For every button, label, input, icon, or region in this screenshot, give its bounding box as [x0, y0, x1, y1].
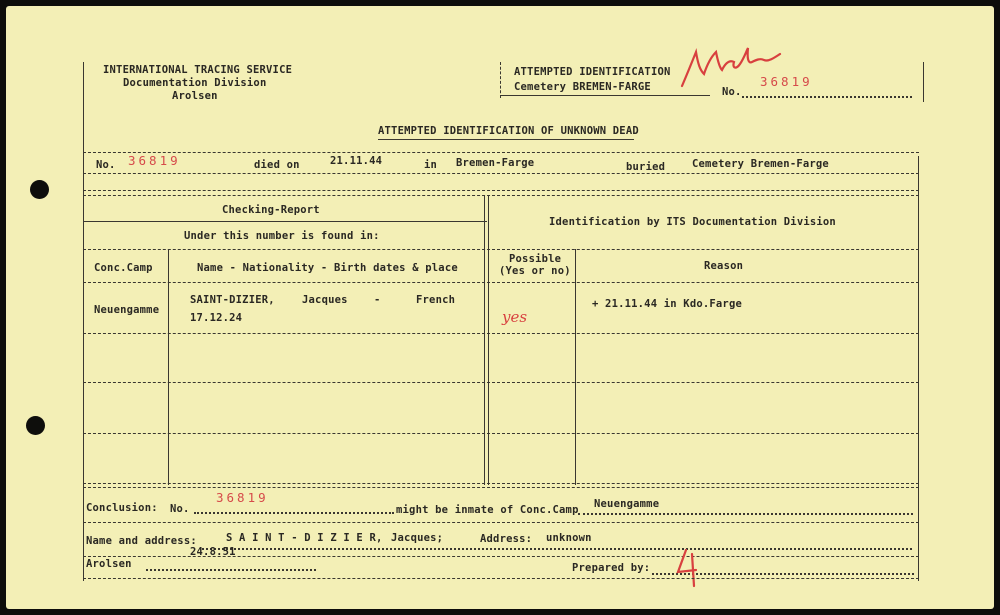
header-right-title: ATTEMPTED IDENTIFICATION: [514, 66, 671, 78]
record-buried-value: Cemetery Bremen-Farge: [692, 158, 829, 170]
record-died-value: 21.11.44: [330, 155, 383, 167]
header-right-cemetery: Cemetery BREMEN-FARGE: [514, 81, 651, 93]
punch-hole-bottom: [26, 416, 45, 435]
record-bottom-rule: [83, 173, 919, 174]
handwritten-made-mark: [674, 40, 786, 92]
col-divider-camp: [168, 249, 169, 485]
row-rule-1: [83, 333, 919, 334]
header-no-dots: [742, 96, 912, 98]
conclusion-no-dots: [194, 512, 394, 514]
punch-hole-top: [30, 180, 49, 199]
row1-nationality: French: [416, 294, 456, 306]
prepared-by-label: Prepared by:: [572, 562, 651, 574]
section-top-rule-2: [83, 195, 919, 196]
header-box-right-border: [923, 62, 924, 102]
form-bottom-rule: [83, 578, 919, 579]
col-possible-header-2: (Yes or no): [499, 265, 571, 277]
conclusion-rule: [83, 522, 919, 523]
record-in-label: in: [424, 159, 438, 171]
org-line1: INTERNATIONAL TRACING SERVICE: [103, 64, 293, 76]
row1-camp: Neuengamme: [94, 304, 160, 316]
title-underline: [378, 139, 634, 140]
date-dots: [146, 569, 316, 571]
prepared-by-mark: 4: [674, 546, 675, 547]
name-address-firstname: Jacques;: [391, 532, 444, 544]
name-address-label: Name and address:: [86, 535, 197, 547]
col-divider-main: [484, 195, 485, 485]
row1-dash: -: [374, 294, 381, 306]
document-card: [6, 6, 994, 609]
header-no-value: 36819: [760, 74, 813, 89]
row1-birth: 17.12.24: [190, 312, 243, 324]
row1-name: SAINT-DIZIER,: [190, 294, 275, 306]
date-value: 24.8.51: [190, 546, 236, 558]
name-address-value: S A I N T - D I Z I E R,: [226, 532, 383, 544]
columns-top-rule: [83, 249, 919, 250]
table-bottom-rule-2: [83, 487, 919, 488]
record-no-label: No.: [96, 159, 116, 171]
col-divider-possible: [575, 249, 576, 485]
checking-subtitle: Under this number is found in:: [184, 230, 380, 242]
row1-possible: yes: [502, 308, 528, 326]
checking-title: Checking-Report: [222, 204, 320, 216]
row1-firstname: Jacques: [302, 294, 348, 306]
identification-title: Identification by ITS Documentation Division: [549, 216, 836, 228]
table-bottom-rule: [83, 483, 919, 484]
address-value: unknown: [546, 532, 592, 544]
checking-title-rule: [83, 221, 487, 222]
handwritten-yes-mark: [500, 304, 540, 328]
columns-bottom-rule: [83, 282, 919, 283]
address-label: Address:: [480, 533, 533, 545]
org-line2: Documentation Division: [123, 77, 267, 89]
col-camp-header: Conc.Camp: [94, 262, 153, 274]
section-top-rule: [83, 190, 919, 191]
col-divider-main-2: [488, 195, 489, 485]
conclusion-camp-dots: [578, 513, 913, 515]
row1-reason: + 21.11.44 in Kdo.Farge: [592, 298, 742, 310]
conclusion-no-value: 36819: [216, 490, 269, 505]
frame-left-border: [83, 62, 84, 581]
name-address-dots: [202, 548, 912, 550]
place-label: Arolsen: [86, 558, 132, 570]
conclusion-might-be: might be inmate of Conc.Camp: [396, 504, 579, 516]
org-line3: Arolsen: [172, 90, 218, 102]
frame-right-border: [918, 156, 919, 581]
conclusion-camp: Neuengamme: [594, 498, 660, 510]
conclusion-no-label: No.: [170, 503, 190, 515]
header-box-left-border: [500, 62, 501, 98]
row-rule-2: [83, 382, 919, 383]
conclusion-label: Conclusion:: [86, 502, 158, 514]
record-died-label: died on: [254, 159, 300, 171]
header-no-label: No.: [722, 86, 742, 98]
record-no-value: 36819: [128, 153, 181, 168]
col-reason-header: Reason: [704, 260, 744, 272]
document-title: ATTEMPTED IDENTIFICATION OF UNKNOWN DEAD: [378, 125, 639, 137]
header-box-underline: [500, 95, 710, 96]
col-name-header: Name - Nationality - Birth dates & place: [197, 262, 458, 274]
record-buried-label: buried: [626, 161, 666, 173]
handwritten-initial-mark: [674, 546, 704, 588]
row-rule-3: [83, 433, 919, 434]
col-possible-header-1: Possible: [509, 253, 562, 265]
record-place-value: Bremen-Farge: [456, 157, 535, 169]
record-top-rule: [83, 152, 919, 153]
